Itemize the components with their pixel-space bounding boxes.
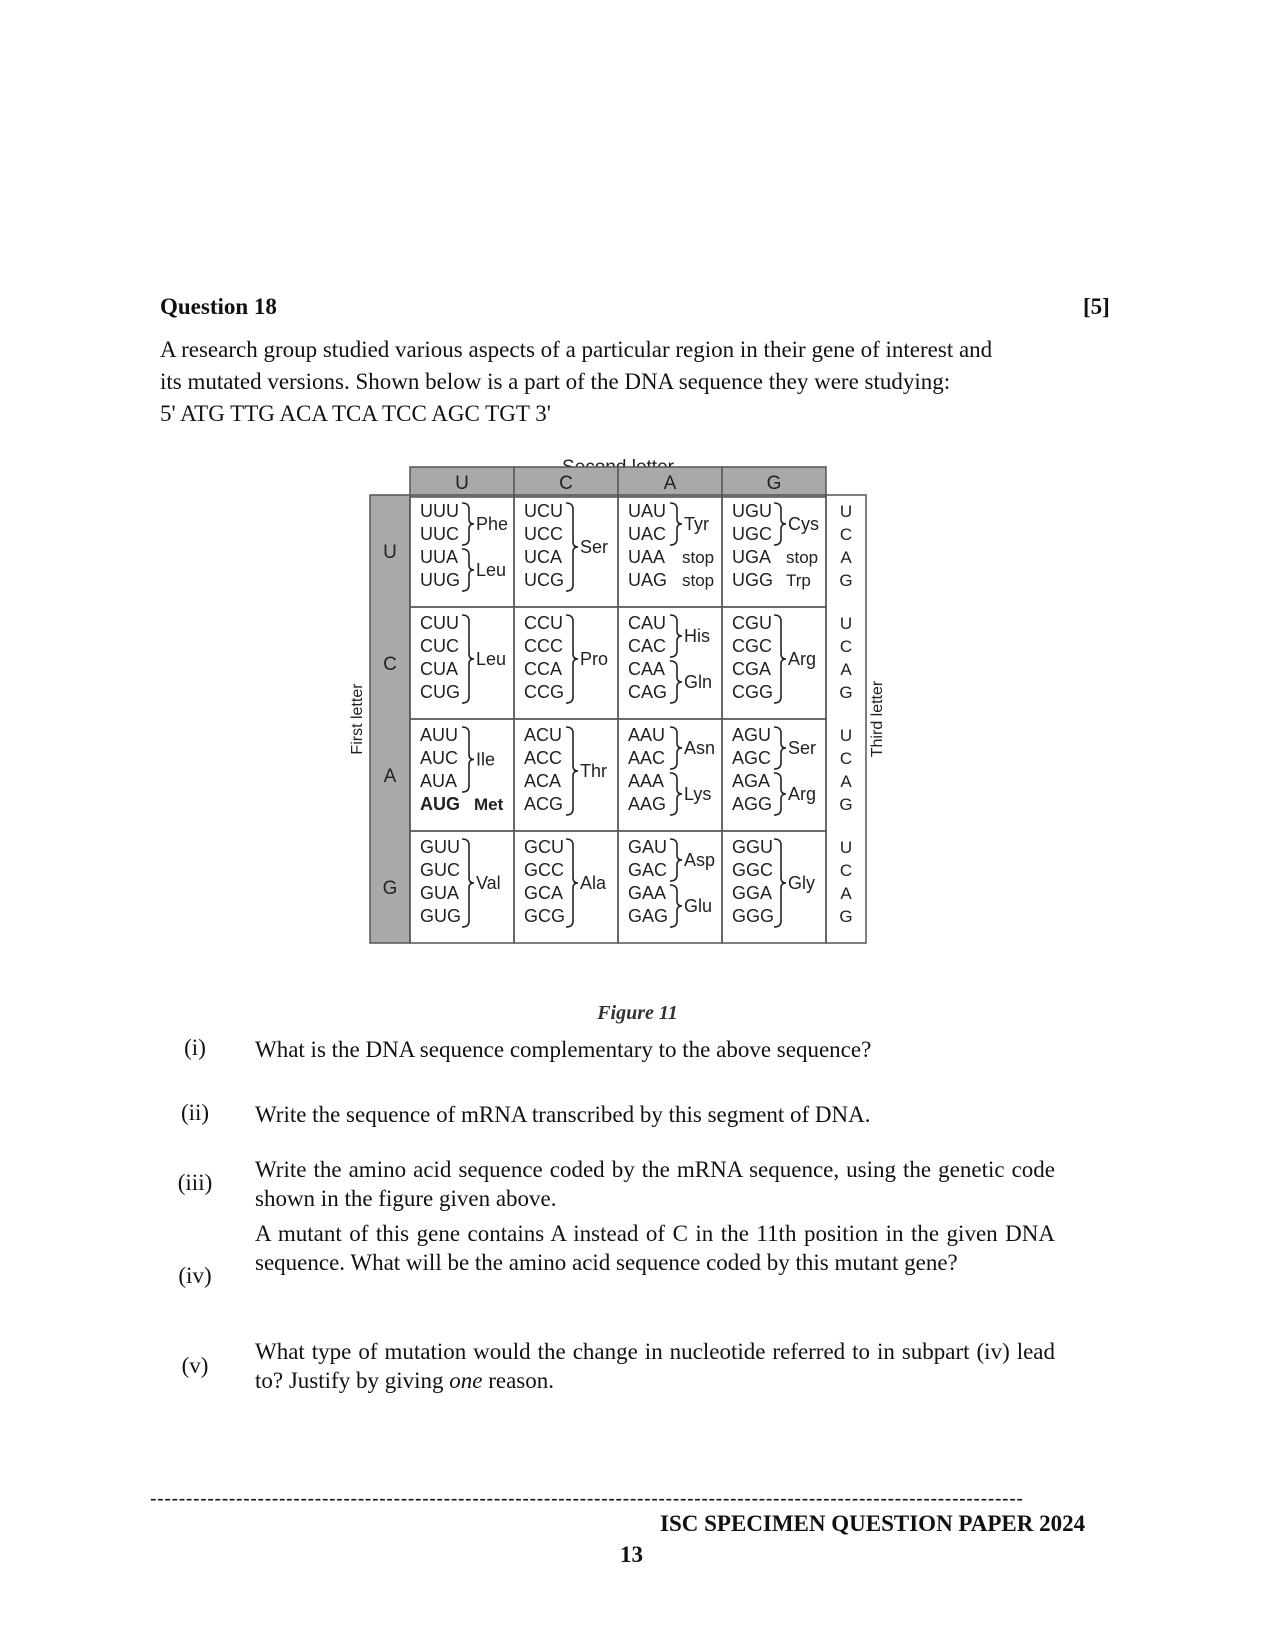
part-text: reason. — [482, 1368, 554, 1393]
part-question — [255, 1337, 1055, 1395]
codon: CCU — [524, 613, 563, 633]
amino-acid: Ser — [788, 738, 817, 758]
part-number: (iii) — [177, 1170, 213, 1195]
codon: GGU — [732, 837, 774, 857]
codon-brace — [670, 885, 682, 927]
third-letter: A — [840, 772, 852, 791]
codon: UUA — [420, 547, 459, 567]
codon-brace — [670, 727, 682, 769]
third-letter-label: Third letter — [869, 680, 886, 758]
codon: AGA — [732, 771, 771, 791]
amino-acid: His — [684, 626, 710, 646]
codon: CGA — [732, 659, 772, 679]
third-letter: C — [839, 749, 853, 768]
codon: UCA — [524, 547, 563, 567]
codon: GAC — [628, 860, 668, 880]
codon: GAU — [628, 837, 668, 857]
third-letter: G — [839, 907, 853, 926]
first-letter: A — [383, 766, 397, 787]
part-number: (iv) — [178, 1263, 212, 1288]
amino-acid: Ile — [476, 749, 496, 770]
part-question: Write the sequence of mRNA transcribed by this segment of DNA. — [255, 1102, 871, 1127]
codon: GCG — [524, 906, 566, 926]
amino-acid: Pro — [580, 649, 609, 669]
codon-brace — [670, 503, 682, 545]
codon: CUG — [420, 682, 460, 702]
codon: GCA — [524, 883, 564, 903]
codon: AAA — [628, 771, 665, 791]
second-letter: C — [559, 473, 573, 494]
codon: UAA — [628, 547, 666, 567]
codon: UGC — [732, 524, 772, 544]
codon: UGU — [732, 501, 772, 521]
codon: CAU — [628, 613, 667, 633]
codon: AUC — [420, 748, 459, 768]
codon: CGC — [732, 636, 772, 656]
third-letter: U — [839, 838, 853, 857]
codon: CAA — [628, 659, 666, 679]
codon: GCU — [524, 837, 564, 857]
footer-title: ISC SPECIMEN QUESTION PAPER 2024 — [660, 1511, 1086, 1536]
question-title: Question 18 — [160, 294, 277, 319]
codon-brace — [462, 615, 474, 703]
codon-brace — [774, 839, 786, 927]
codon: UCU — [524, 501, 563, 521]
first-letter: C — [383, 654, 397, 675]
amino-acid: Phe — [476, 514, 509, 534]
codon: AGG — [732, 794, 773, 814]
codon: GUG — [420, 906, 462, 926]
third-letter: G — [839, 683, 853, 702]
third-letter: A — [840, 548, 852, 567]
part-text-emphasis: one — [449, 1368, 483, 1393]
codon: AAU — [628, 725, 666, 745]
codon: UUG — [420, 570, 460, 590]
codon-brace — [566, 727, 578, 815]
codon: UUC — [420, 524, 459, 544]
codon: CAC — [628, 636, 667, 656]
amino-acid: Leu — [476, 560, 507, 580]
codon-brace — [670, 839, 682, 881]
part-text: What type of mutation would the change in nucleotide referred to in subpart (iv) lead to? Justify by giving — [255, 1339, 1055, 1393]
first-letter: U — [383, 542, 397, 563]
amino-acid: Arg — [788, 784, 817, 804]
genetic-code-table — [349, 458, 915, 998]
codon-brace — [462, 549, 474, 591]
third-letter: A — [840, 660, 852, 679]
first-letter: G — [382, 878, 398, 899]
amino-acid: Leu — [476, 649, 507, 669]
page-number: 13 — [620, 1542, 643, 1567]
codon: UGG — [732, 570, 774, 590]
codon: UUU — [420, 501, 459, 521]
codon: GGA — [732, 883, 773, 903]
codon-brace — [670, 615, 682, 657]
codon-brace — [774, 773, 786, 815]
codon: AUG — [420, 794, 460, 814]
codon: UAG — [628, 570, 668, 590]
codon-brace — [566, 839, 578, 927]
question-marks: [5] — [1083, 294, 1110, 319]
second-letter: G — [766, 473, 782, 494]
codon: CUC — [420, 636, 459, 656]
codon-brace — [670, 773, 682, 815]
question-intro — [160, 334, 1060, 430]
amino-acid: Gly — [788, 873, 815, 893]
third-letter: A — [840, 884, 852, 903]
codon: ACC — [524, 748, 563, 768]
codon: GUU — [420, 837, 460, 857]
codon: CUA — [420, 659, 459, 679]
part-number: (i) — [184, 1035, 206, 1060]
amino-acid: Asp — [684, 850, 716, 870]
codon: CGG — [732, 682, 774, 702]
amino-acid: Ala — [580, 873, 607, 893]
codon: UCC — [524, 524, 563, 544]
third-letter: U — [839, 502, 853, 521]
amino-acid: Met — [474, 795, 504, 814]
codon: ACA — [524, 771, 562, 791]
codon: CGU — [732, 613, 772, 633]
codon-brace — [774, 727, 786, 769]
part-question: What is the DNA sequence complementary to the above sequence? — [255, 1037, 872, 1062]
codon: UGA — [732, 547, 772, 567]
codon-brace — [462, 839, 474, 927]
third-letter: U — [839, 726, 853, 745]
codon-brace — [462, 727, 474, 792]
amino-acid: Ser — [580, 537, 609, 557]
third-letter: G — [839, 571, 853, 590]
codon: AAC — [628, 748, 666, 768]
second-letter: A — [663, 473, 677, 494]
first-letter-label: First letter — [349, 683, 366, 755]
codon-brace — [566, 503, 578, 591]
codon: GUA — [420, 883, 460, 903]
genetic-code-figure — [349, 458, 915, 998]
codon: GAG — [628, 906, 669, 926]
third-letter: C — [839, 637, 853, 656]
figure-caption: Figure 11 — [597, 1002, 678, 1024]
amino-acid: Trp — [786, 571, 811, 590]
codon: CUU — [420, 613, 459, 633]
codon-brace — [670, 661, 682, 703]
part-number: (ii) — [180, 1100, 210, 1125]
codon: GCC — [524, 860, 564, 880]
codon: ACU — [524, 725, 563, 745]
codon: CCC — [524, 636, 563, 656]
amino-acid: stop — [682, 571, 715, 590]
codon: ACG — [524, 794, 564, 814]
third-letter: C — [839, 525, 853, 544]
amino-acid: Lys — [684, 784, 712, 804]
codon: GAA — [628, 883, 667, 903]
codon: GUC — [420, 860, 460, 880]
footer-divider: -------------------------------------------------------------------------------------------------------------------------- — [150, 1488, 1024, 1510]
codon: UCG — [524, 570, 564, 590]
codon: AAG — [628, 794, 667, 814]
codon: CCG — [524, 682, 564, 702]
amino-acid: stop — [682, 548, 715, 567]
third-letter: G — [839, 795, 853, 814]
codon: UAC — [628, 524, 667, 544]
third-letter: C — [839, 861, 853, 880]
amino-acid: stop — [786, 548, 819, 567]
part-number: (v) — [181, 1353, 209, 1378]
amino-acid: Cys — [788, 514, 819, 534]
codon: CAG — [628, 682, 668, 702]
codon: CCA — [524, 659, 563, 679]
amino-acid: Gln — [684, 672, 713, 692]
amino-acid: Arg — [788, 649, 817, 669]
codon: GGG — [732, 906, 775, 926]
amino-acid: Val — [476, 873, 501, 893]
part-question: Write the amino acid sequence coded by the mRNA sequence, using the genetic code shown in the figure given above. — [255, 1157, 1055, 1211]
codon-brace — [462, 503, 474, 545]
amino-acid: Glu — [684, 896, 713, 916]
dna-sequence: 5' ATG TTG ACA TCA TCC AGC TGT 3' — [160, 401, 551, 426]
amino-acid: Thr — [580, 761, 607, 781]
intro-line: its mutated versions. Shown below is a part of the DNA sequence they were studying: — [160, 369, 951, 394]
codon: AGU — [732, 725, 772, 745]
codon: GGC — [732, 860, 774, 880]
part-question: A mutant of this gene contains A instead of C in the 11th position in the given DNA sequence. What will be the amino acid sequence coded by this mutant gene? — [255, 1221, 1055, 1275]
codon: AGC — [732, 748, 772, 768]
codon: AUA — [420, 771, 458, 791]
second-letter: U — [455, 473, 469, 494]
codon: UAU — [628, 501, 667, 521]
codon-brace — [774, 503, 786, 545]
amino-acid: Asn — [684, 738, 716, 758]
codon: AUU — [420, 725, 459, 745]
codon-brace — [566, 615, 578, 703]
amino-acid: Tyr — [684, 514, 709, 534]
intro-line: A research group studied various aspects of a particular region in their gene of interest and — [160, 337, 993, 362]
codon-brace — [774, 615, 786, 703]
third-letter: U — [839, 614, 853, 633]
